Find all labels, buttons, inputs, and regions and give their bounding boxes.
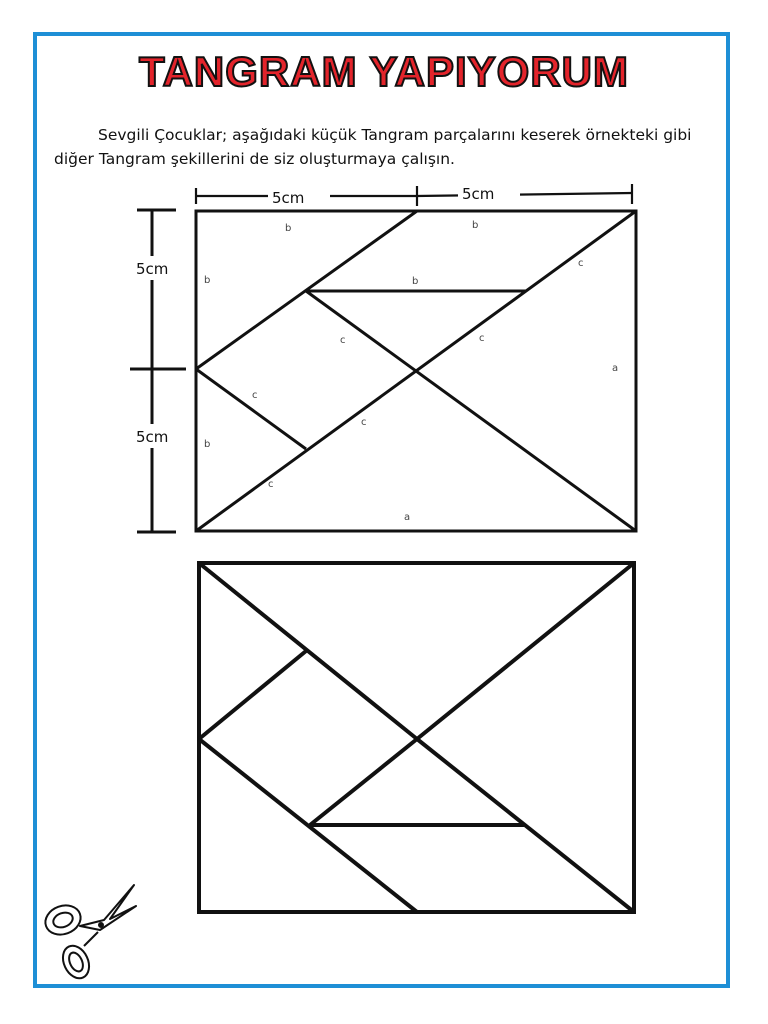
piece-label: b xyxy=(204,275,211,286)
piece-label: c xyxy=(361,417,367,428)
cutout-tangram xyxy=(199,563,634,912)
piece-label: c xyxy=(340,335,346,346)
example-tangram xyxy=(196,211,636,531)
piece-label: b xyxy=(285,223,292,234)
piece-label: a xyxy=(612,363,619,374)
piece-label: a xyxy=(404,512,411,523)
page-title: TANGRAM YAPIYORUM xyxy=(139,48,629,95)
top-dimension-lines xyxy=(196,184,632,206)
piece-label: c xyxy=(479,333,485,344)
scissors-icon xyxy=(41,885,136,982)
piece-label: c xyxy=(578,258,584,269)
side-dimension-top: 5cm xyxy=(136,260,169,278)
piece-label: b xyxy=(472,220,479,231)
piece-label: b xyxy=(412,276,419,287)
side-dimension-bottom: 5cm xyxy=(136,428,169,446)
top-dimension-right: 5cm xyxy=(462,185,495,203)
piece-label: c xyxy=(268,479,274,490)
piece-label: b xyxy=(204,439,211,450)
piece-label: c xyxy=(252,390,258,401)
piece-labels xyxy=(204,220,618,523)
top-dimension-left: 5cm xyxy=(272,189,305,207)
instructions-text: Sevgili Çocuklar; aşağıdaki küçük Tangram parçalarını keserek örnekteki gibi diğer Tangram şekillerini de siz oluşturmaya çalışın. xyxy=(54,126,692,168)
